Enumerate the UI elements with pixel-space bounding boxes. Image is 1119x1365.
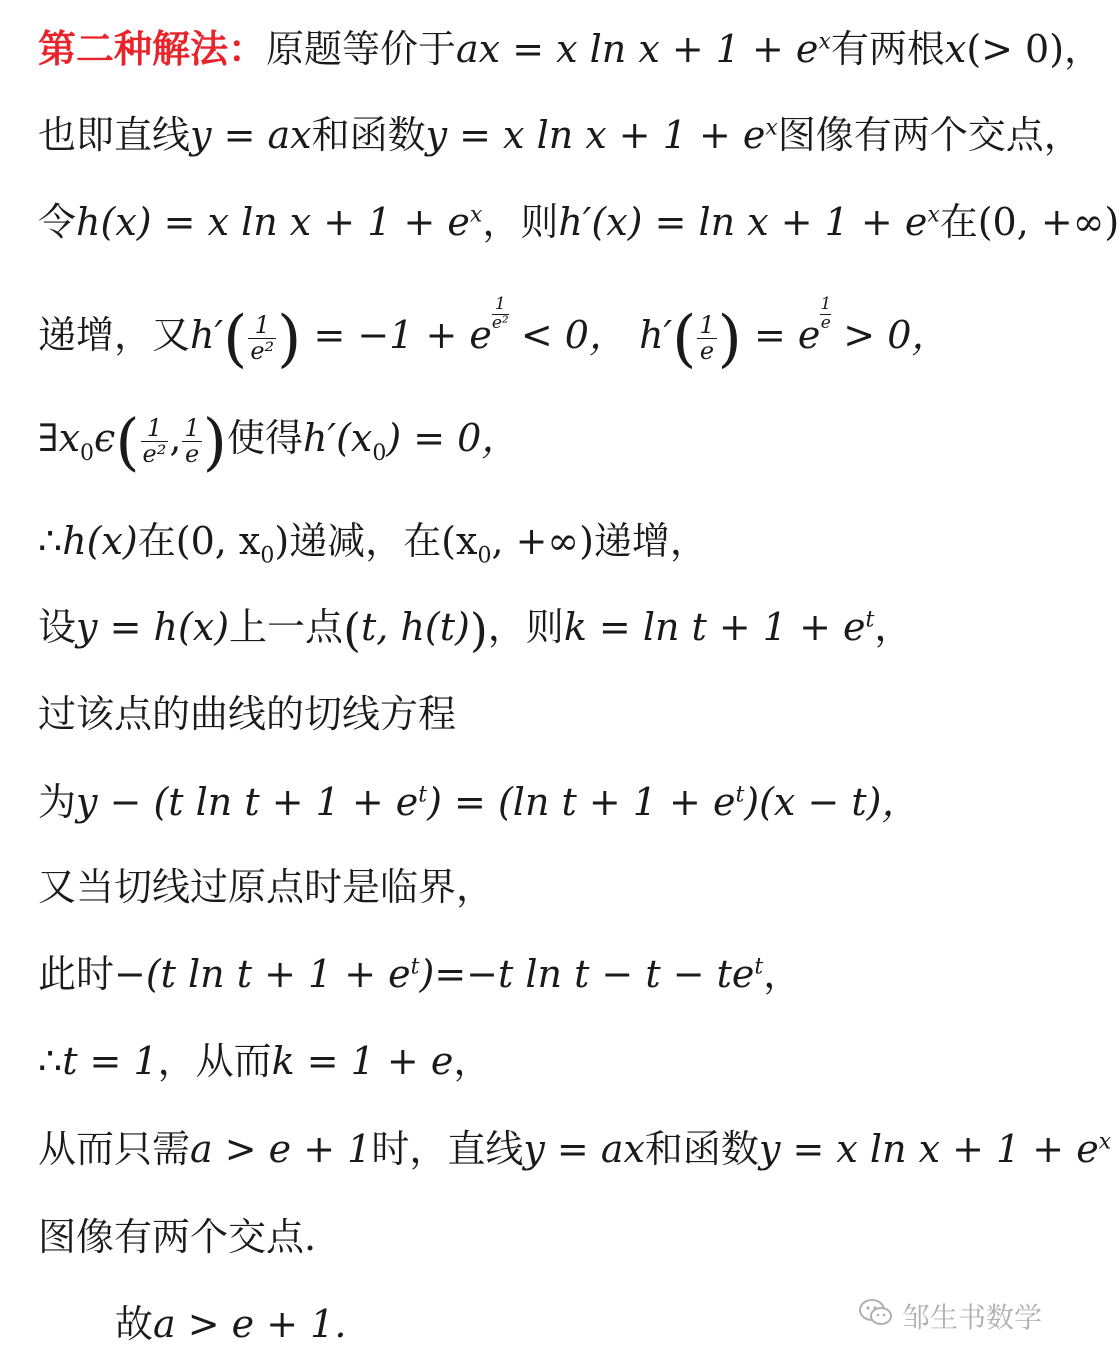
math: h′(x) = ln x + 1 + e xyxy=(558,200,928,244)
text: )递减，在(x xyxy=(274,519,478,563)
math-sup: x xyxy=(765,115,778,141)
text: 为 xyxy=(38,780,77,824)
line-11 xyxy=(38,952,1070,996)
math: )(x − t)， xyxy=(744,780,920,824)
comma: , xyxy=(169,416,182,461)
math-sup: x xyxy=(818,29,831,55)
math: k = 1 + e xyxy=(271,1039,454,1083)
text: (> 0)， xyxy=(966,27,1103,71)
line-13 xyxy=(38,1127,1112,1171)
line-7 xyxy=(38,603,1070,658)
fraction: $\frac{1}{\text{e²}}$ xyxy=(142,414,167,469)
math: ϵ xyxy=(94,416,116,461)
math: ) = (ln t + 1 + e xyxy=(427,780,736,824)
math: h(x) = x ln x + 1 + e xyxy=(76,200,470,244)
paren: ) xyxy=(717,301,742,375)
math-sup: t xyxy=(754,954,764,980)
math-sup: x xyxy=(927,202,940,228)
paren: ) xyxy=(277,301,302,375)
math: a > e + 1. xyxy=(153,1302,347,1346)
line-2 xyxy=(38,113,1082,157)
line-9 xyxy=(38,780,1070,824)
fraction: $\frac{1}{\text{e²}}$ xyxy=(250,310,275,365)
text: 上一点 xyxy=(229,605,344,649)
math: x xyxy=(944,27,967,71)
math: y = ax xyxy=(523,1127,645,1171)
text: , +∞)递增， xyxy=(491,519,708,563)
math-sup: t xyxy=(410,954,420,980)
text: 时，直线 xyxy=(371,1127,524,1171)
text: ， xyxy=(453,1039,492,1083)
line-3 xyxy=(38,200,1119,244)
exponent-fraction: $\frac{1}{\text{e²}}$ xyxy=(491,294,509,333)
math: < 0， xyxy=(520,312,627,357)
therefore-symbol: ∴ xyxy=(38,1039,63,1083)
watermark-text: 邹生书数学 xyxy=(901,1301,1042,1334)
line-1 xyxy=(38,27,1103,71)
paren: ( xyxy=(672,301,697,375)
math-sub: 0 xyxy=(477,543,492,569)
text: 过该点的曲线的切线方程 xyxy=(38,692,457,736)
text: 使得 xyxy=(226,416,303,461)
math: k = ln t + 1 + e xyxy=(563,605,866,649)
line-14 xyxy=(38,1215,1070,1259)
text: 递增，又 xyxy=(38,312,191,357)
wechat-icon xyxy=(858,1298,894,1335)
text: 和函数 xyxy=(644,1127,759,1171)
math: h′ xyxy=(639,312,673,357)
math: y = x ln x + 1 + e xyxy=(425,113,766,157)
line-6 xyxy=(38,519,1070,569)
text: 和函数 xyxy=(311,113,426,157)
math-sub: 0 xyxy=(372,440,387,466)
therefore-symbol: ∴ xyxy=(38,519,63,563)
line-12 xyxy=(38,1039,1070,1083)
text: 原题等价于 xyxy=(266,27,457,71)
math-sup: t xyxy=(735,782,745,808)
text: ，则 xyxy=(482,200,559,244)
math: −(t ln t + 1 + e xyxy=(114,952,411,996)
math-sup: x xyxy=(469,202,483,228)
paren: ) xyxy=(469,603,488,658)
text: 故 xyxy=(115,1302,154,1346)
math: )=−t ln t − t − te xyxy=(419,952,755,996)
watermark xyxy=(858,1296,1042,1336)
text: 图像有两个交点. xyxy=(38,1215,317,1259)
math-sup: t xyxy=(865,607,875,633)
math: y − (t ln t + 1 + e xyxy=(76,780,419,824)
math: y = h(x) xyxy=(76,605,230,649)
math: = −1 + e xyxy=(313,312,492,357)
text: 有两根 xyxy=(830,27,945,71)
math-sub: 0 xyxy=(80,440,95,466)
paren: ( xyxy=(115,404,140,478)
math-sup: t xyxy=(418,782,428,808)
line-4 xyxy=(38,294,1070,375)
text: ，则 xyxy=(487,605,564,649)
fraction: $\frac{1}{e}$ xyxy=(184,414,200,469)
math: ax = x ln x + 1 + e xyxy=(456,27,819,71)
paren: ) xyxy=(202,404,227,478)
text: ，从而 xyxy=(157,1039,272,1083)
text: 从而只需 xyxy=(38,1127,191,1171)
math: y = ax xyxy=(190,113,312,157)
text: 设 xyxy=(38,605,77,649)
solution-heading: 第二种解法： xyxy=(38,27,267,71)
math: h(x) xyxy=(62,519,138,563)
math: h′(x xyxy=(302,416,373,461)
math: t = 1 xyxy=(62,1039,158,1083)
math-sub: 0 xyxy=(260,543,275,569)
text: 在(0, +∞) xyxy=(939,200,1119,244)
math-sup: x xyxy=(1098,1129,1112,1155)
math: t, h(t) xyxy=(361,605,470,649)
line-5 xyxy=(38,404,1070,478)
text: ， xyxy=(874,605,913,649)
paren: ( xyxy=(343,603,362,658)
math: h′ xyxy=(190,312,224,357)
math: > 0， xyxy=(843,312,950,357)
text: 图像有两个交点， xyxy=(777,113,1082,157)
math: a > e + 1 xyxy=(190,1127,372,1171)
math: = e xyxy=(753,312,821,357)
text: 又当切线过原点时是临界， xyxy=(38,865,495,909)
text: ， xyxy=(763,952,802,996)
text: 此时 xyxy=(38,952,115,996)
math: y = x ln x + 1 + e xyxy=(758,1127,1099,1171)
text: 在(0, x xyxy=(137,519,261,563)
exponent-fraction: $\frac{1}{e}$ xyxy=(820,294,832,333)
line-10 xyxy=(38,865,1070,909)
line-8 xyxy=(38,692,1070,736)
math: ∃x xyxy=(38,416,81,461)
fraction: $\frac{1}{e}$ xyxy=(699,310,715,365)
math: ) = 0， xyxy=(386,416,520,461)
text: 也即直线 xyxy=(38,113,191,157)
paren: ( xyxy=(223,301,248,375)
text: 令 xyxy=(38,200,77,244)
